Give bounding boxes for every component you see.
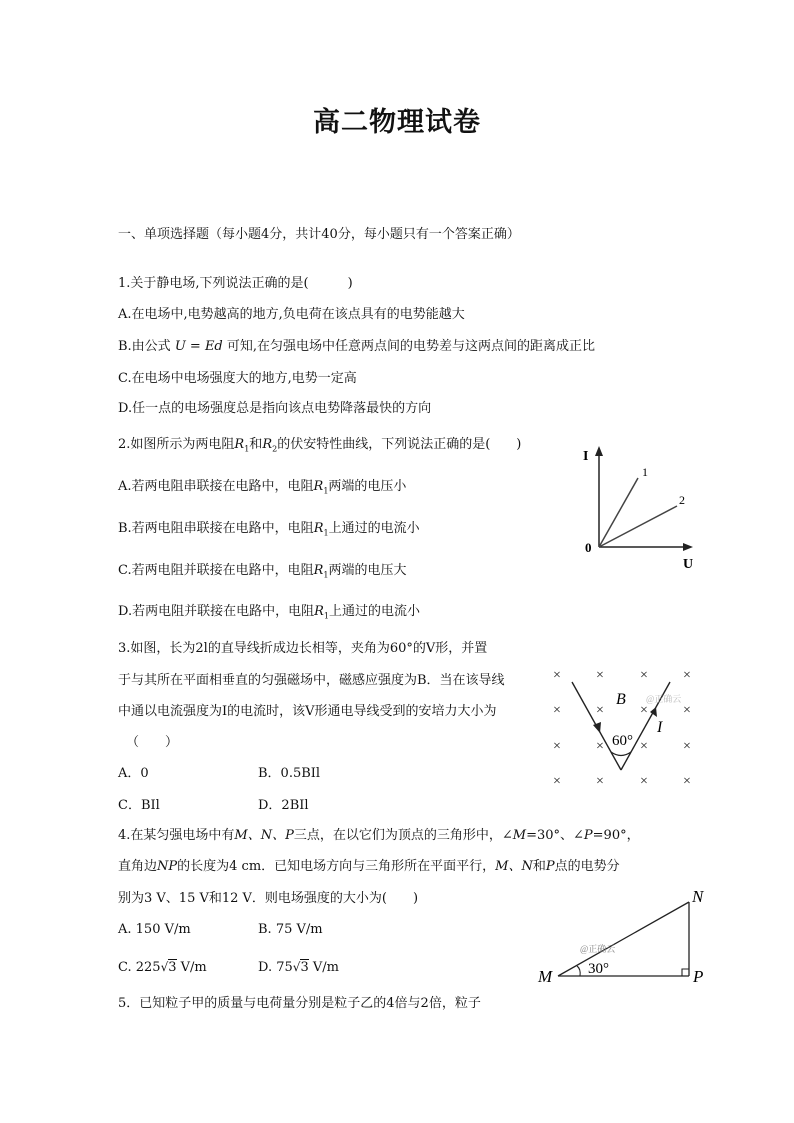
q2-b-sub: 1	[323, 528, 329, 538]
q2-r2: R	[262, 437, 273, 452]
origin-label: 0	[585, 540, 592, 555]
vertex-p-label: P	[693, 967, 704, 986]
q2-c-suffix: 两端的电压大	[328, 563, 407, 578]
vertex-n-label: N	[692, 887, 704, 906]
line-2-label: 2	[679, 493, 685, 507]
q4-d-unit: V/m	[308, 960, 339, 975]
q2-d-suffix: 上通过的电流小	[328, 604, 420, 619]
q4-l2-mn: M、N	[495, 859, 533, 874]
i-axis-label: I	[583, 449, 589, 464]
q4-l1-eq1: =30°、	[526, 828, 574, 843]
q4-option-c	[118, 958, 207, 977]
field-cross-r3-c2: ×	[640, 774, 648, 789]
sqrt-sign: √	[292, 960, 301, 974]
field-cross-r0-c3: ×	[683, 668, 691, 683]
q1-option-d: D.任一点的电场强度总是指向该点电势降落最快的方向	[118, 401, 432, 416]
triangle-figure	[532, 880, 712, 990]
q4-c-radicand: 3	[168, 960, 177, 975]
q1-b-suffix: 可知,在匀强电场中任意两点间的电势差与这两点间的距离成正比	[226, 339, 596, 354]
q3-line-3: 中通以电流强度为I的电流时，该V形通电导线受到的安培力大小为	[118, 704, 497, 719]
q2-c-prefix: C.若两电阻并联接在电路中，电阻	[118, 563, 314, 578]
q4-option-b: B. 75 V/m	[258, 922, 323, 937]
v-wire-figure	[545, 655, 710, 795]
iv-graph-figure	[575, 440, 705, 575]
field-cross-r2-c2: ×	[640, 739, 648, 754]
q4-l2-and: 和	[532, 859, 546, 874]
q4-c-unit: V/m	[176, 960, 207, 975]
q3-option-d: D．2BIl	[258, 798, 309, 813]
field-cross-r2-c0: ×	[553, 739, 561, 754]
q1-option-a: A.在电场中,电势越高的地方,负电荷在该点具有的电势能越大	[118, 307, 465, 322]
field-cross-r2-c1: ×	[596, 739, 604, 754]
q1-option-b	[118, 338, 595, 356]
q4-d-prefix: D. 75	[258, 960, 293, 975]
q1-option-c: C.在电场中电场强度大的地方,电势一定高	[118, 371, 357, 386]
q4-l2-np: NP	[157, 859, 178, 874]
field-label: B	[616, 691, 626, 708]
q3-option-a: A．0	[118, 766, 149, 781]
q4-l1-eq2: =90°，	[592, 828, 640, 843]
field-cross-r2-c3: ×	[683, 739, 691, 754]
i-axis-arrow	[595, 446, 603, 456]
q3-line-4: （ ）	[126, 735, 179, 750]
field-cross-r1-c3: ×	[683, 703, 691, 718]
side-mn	[558, 902, 689, 976]
q3-line-2: 于与其所在平面相垂直的匀强磁场中，磁感应强度为B．当在该导线	[118, 673, 505, 688]
u-axis-label: U	[683, 557, 694, 572]
q2-d-prefix: D.若两电阻并联接在电路中，电阻	[118, 604, 315, 619]
line-1-label: 1	[642, 465, 648, 479]
q2-stem	[118, 436, 521, 459]
q1-b-prefix: B.由公式	[118, 339, 171, 354]
q2-option-d	[118, 603, 420, 626]
field-cross-r0-c0: ×	[553, 668, 561, 683]
angle-arc	[611, 752, 631, 756]
q2-stem-prefix: 2.如图所示为两电阻	[118, 437, 235, 452]
q2-c-r: R	[313, 563, 324, 578]
q3-option-c: C．BIl	[118, 798, 160, 813]
q4-l1-points: M、N、P	[234, 828, 294, 843]
q2-option-c	[118, 562, 407, 585]
q2-a-prefix: A.若两电阻串联接在电路中，电阻	[118, 479, 314, 494]
q1-stem: 1.关于静电场,下列说法正确的是( )	[118, 276, 353, 291]
q4-c-prefix: C. 225	[118, 960, 161, 975]
field-cross-r3-c0: ×	[553, 774, 561, 789]
q2-c-sub: 1	[323, 570, 329, 580]
watermark-text: @正确云	[580, 944, 616, 954]
right-angle-mark	[682, 969, 689, 976]
vertex-m-label: M	[538, 967, 553, 986]
q4-l1-angle-m: ∠M	[501, 828, 527, 843]
page-title: 高二物理试卷	[313, 107, 481, 138]
q3-line-1: 3.如图，长为2l的直导线折成边长相等，夹角为60°的V形，并置	[118, 641, 488, 656]
current-arrow-left	[593, 722, 601, 733]
q2-option-b	[118, 520, 420, 543]
sqrt-sign: √	[160, 960, 169, 974]
q2-r1: R	[234, 437, 245, 452]
field-cross-r3-c1: ×	[596, 774, 604, 789]
q4-l1-prefix: 4.在某匀强电场中有	[118, 828, 235, 843]
field-cross-r0-c1: ×	[596, 668, 604, 683]
angle-arc-m	[577, 966, 580, 976]
u-axis-arrow	[683, 543, 693, 551]
q4-line-2	[118, 858, 620, 876]
q2-b-r: R	[313, 521, 324, 536]
q2-b-suffix: 上通过的电流小	[328, 521, 420, 536]
field-cross-r0-c2: ×	[640, 668, 648, 683]
q5-line-1: 5．已知粒子甲的质量与电荷量分别是粒子乙的4倍与2倍，粒子	[118, 996, 481, 1011]
q4-d-radicand: 3	[300, 960, 309, 975]
q2-a-sub: 1	[323, 486, 329, 496]
angle-label: 60°	[612, 733, 633, 749]
q2-d-r: R	[314, 604, 324, 619]
q4-option-a: A. 150 V/m	[118, 922, 191, 937]
q4-l1-angle-p: ∠P	[573, 828, 593, 843]
field-cross-r1-c1: ×	[596, 703, 604, 718]
q4-l2-end: 点的电势分	[554, 859, 620, 874]
q3-option-b: B．0.5BIl	[258, 766, 321, 781]
q2-a-suffix: 两端的电压小	[328, 479, 407, 494]
q4-line-1	[118, 827, 640, 845]
current-label: I	[657, 719, 663, 736]
watermark-text: @正确云	[646, 694, 682, 704]
field-cross-r3-c3: ×	[683, 774, 691, 789]
q4-l1-middle: 三点，在以它们为顶点的三角形中，	[293, 828, 502, 843]
q4-l2-p: P	[545, 859, 555, 874]
q1-b-formula: U = Ed	[174, 339, 223, 354]
q2-b-prefix: B.若两电阻串联接在电路中，电阻	[118, 521, 314, 536]
q2-r2-sub: 2	[272, 444, 278, 454]
q4-l2-prefix: 直角边	[118, 859, 158, 874]
q2-r1-sub: 1	[244, 444, 250, 454]
q2-and: 和	[249, 437, 263, 452]
q4-l2-middle: 的长度为4 cm．已知电场方向与三角形所在平面平行，	[177, 859, 496, 874]
q2-a-r: R	[313, 479, 324, 494]
q2-option-a	[118, 478, 406, 501]
section-heading: 一、单项选择题（每小题4分，共计40分，每小题只有一个答案正确）	[118, 227, 520, 242]
q2-d-sub: 1	[323, 611, 329, 621]
field-cross-r1-c0: ×	[553, 703, 561, 718]
field-cross-r1-c2: ×	[640, 703, 648, 718]
q2-stem-suffix: 的伏安特性曲线，下列说法正确的是( )	[277, 437, 522, 452]
q4-line-3: 别为3 V、15 V和12 V．则电场强度的大小为( )	[118, 891, 419, 906]
q4-option-d	[258, 958, 339, 977]
angle-30-label: 30°	[588, 961, 609, 977]
